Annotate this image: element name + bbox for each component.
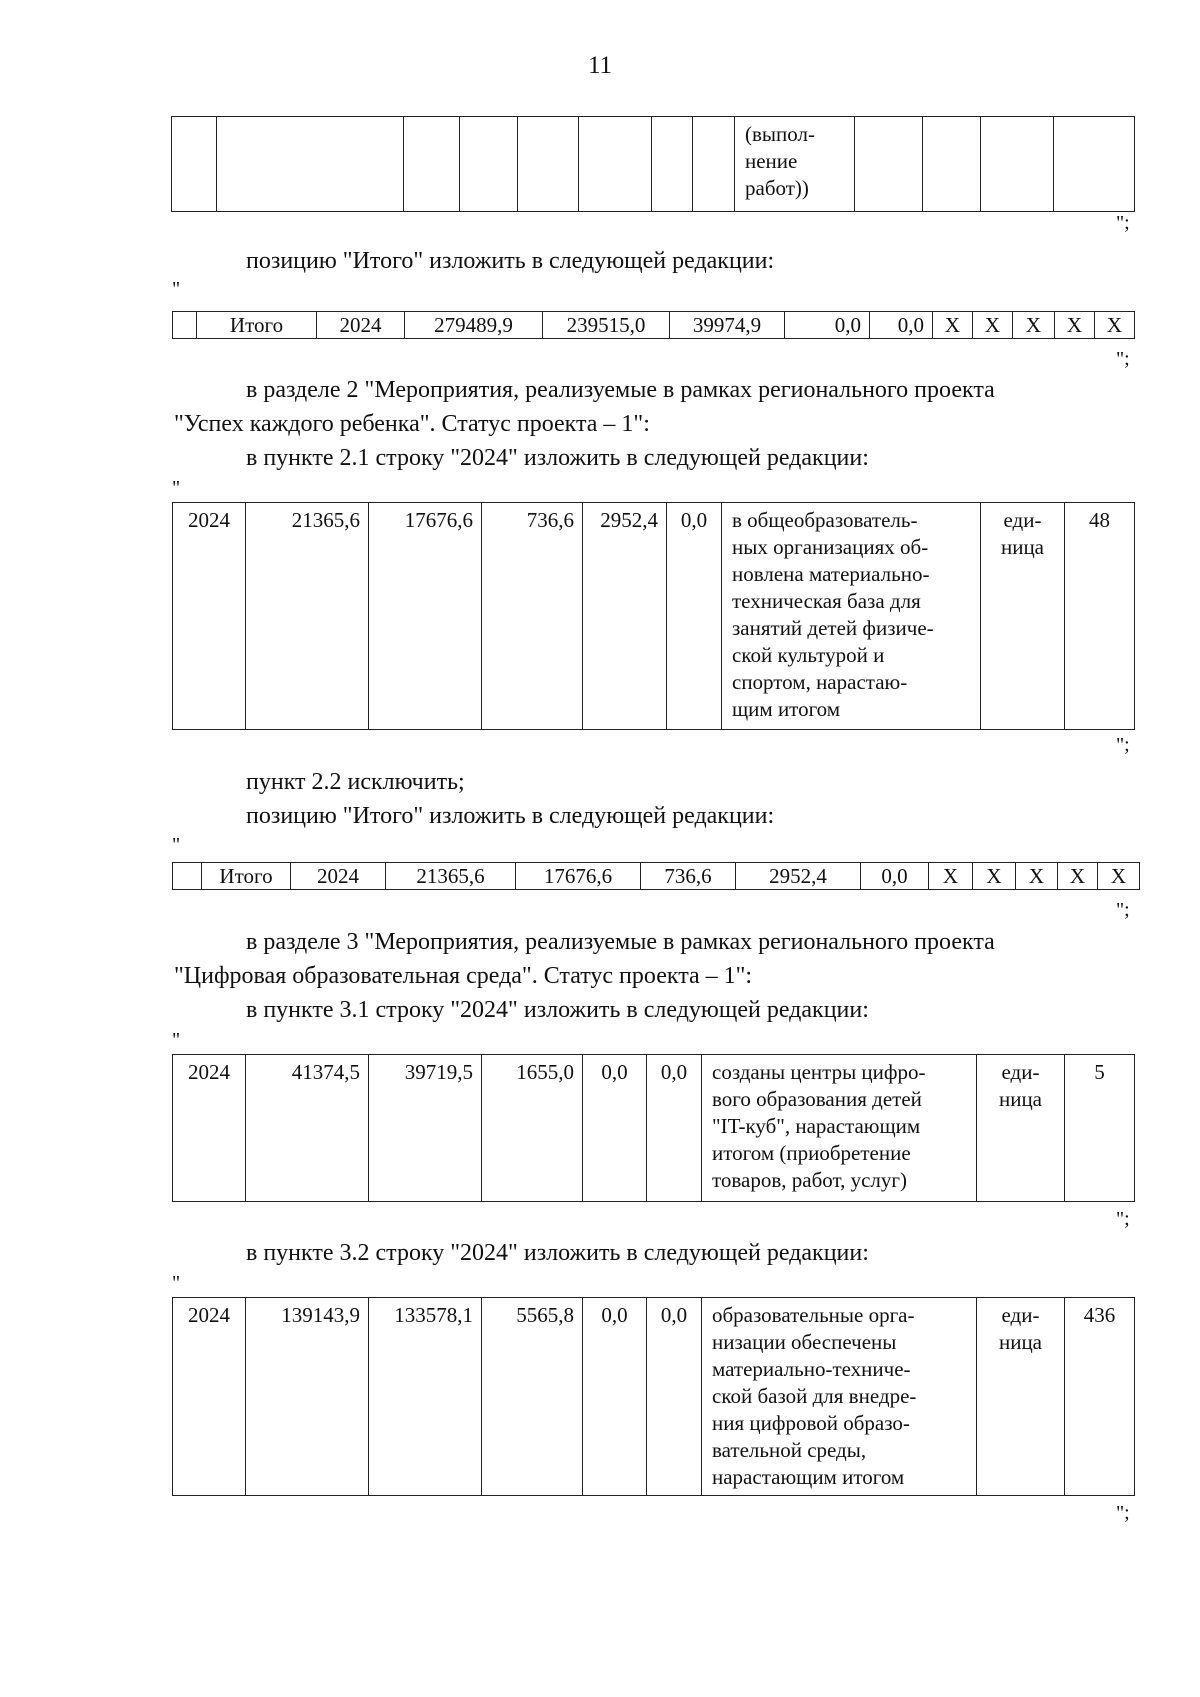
table-cell <box>404 117 460 212</box>
closing-quote: "; <box>1116 899 1130 921</box>
table-cell: X <box>1013 312 1055 339</box>
opening-quote: " <box>172 278 181 300</box>
table-cell: 2952,4 <box>736 863 861 890</box>
table-cell <box>652 117 693 212</box>
table-cell: 0,0 <box>870 312 933 339</box>
opening-quote: " <box>172 1272 181 1294</box>
table-cell: созданы центры цифро- вого образования детей "IT-куб", нарастающим итогом (приобретение товаров, работ, услуг) <box>702 1055 977 1202</box>
paragraph: "Успех каждого ребенка". Статус проекта – 1": <box>174 411 650 437</box>
table-cell: 133578,1 <box>369 1298 482 1496</box>
table-cell: Итого <box>202 863 291 890</box>
table-cell: 2024 <box>173 1055 246 1202</box>
table-cell: 736,6 <box>482 503 583 730</box>
table-cell: еди- ница <box>981 503 1065 730</box>
table-continuation <box>171 116 1135 212</box>
table-cell: 0,0 <box>667 503 722 730</box>
table-cell <box>172 117 217 212</box>
closing-quote: "; <box>1116 212 1130 234</box>
table-cell: 2024 <box>173 503 246 730</box>
table-cell: 239515,0 <box>543 312 670 339</box>
closing-quote: "; <box>1116 1208 1130 1230</box>
table-cell: образовательные орга- низации обеспечены материально-техниче- ской базой для внедре- ния цифровой образо- вательной среды, нарастающим итогом <box>702 1298 977 1496</box>
table-cell: (выпол- нение работ)) <box>735 117 855 212</box>
table-cell: 2024 <box>291 863 386 890</box>
table-cell: 736,6 <box>641 863 736 890</box>
closing-quote: "; <box>1116 734 1130 756</box>
table-cell: X <box>1016 863 1058 890</box>
table-cell: X <box>1098 863 1140 890</box>
table-row-3-1 <box>172 1054 1135 1202</box>
table-cell: X <box>929 863 973 890</box>
table-cell <box>518 117 579 212</box>
table-cell: X <box>1058 863 1098 890</box>
paragraph: в разделе 3 "Мероприятия, реализуемые в рамках регионального проекта <box>246 929 995 955</box>
table-cell: 41374,5 <box>246 1055 369 1202</box>
opening-quote: " <box>172 834 181 856</box>
paragraph: в разделе 2 "Мероприятия, реализуемые в рамках регионального проекта <box>246 377 995 403</box>
table-cell: 0,0 <box>583 1298 647 1496</box>
itogo-table-1 <box>172 311 1135 339</box>
table-cell: Итого <box>197 312 317 339</box>
table-cell: 48 <box>1065 503 1135 730</box>
table-row-2-1 <box>172 502 1135 730</box>
table-cell: X <box>1095 312 1135 339</box>
table-cell: 21365,6 <box>246 503 369 730</box>
table-cell: 2024 <box>173 1298 246 1496</box>
table-cell: 17676,6 <box>369 503 482 730</box>
table-cell: 21365,6 <box>386 863 516 890</box>
paragraph: в пункте 3.2 строку "2024" изложить в следующей редакции: <box>246 1240 869 1266</box>
table-cell: X <box>933 312 973 339</box>
table-cell: еди- ница <box>977 1055 1065 1202</box>
table-cell: 2952,4 <box>583 503 667 730</box>
paragraph: пункт 2.2 исключить; <box>246 769 465 795</box>
table-cell <box>217 117 404 212</box>
table-cell: 5565,8 <box>482 1298 583 1496</box>
paragraph: позицию "Итого" изложить в следующей редакции: <box>246 248 775 274</box>
table-cell: 0,0 <box>647 1055 702 1202</box>
table-cell: 5 <box>1065 1055 1135 1202</box>
table-cell <box>923 117 981 212</box>
table-cell: X <box>973 863 1016 890</box>
opening-quote: " <box>172 477 181 499</box>
paragraph: в пункте 3.1 строку "2024" изложить в следующей редакции: <box>246 997 869 1023</box>
table-cell: 279489,9 <box>405 312 543 339</box>
paragraph: позицию "Итого" изложить в следующей редакции: <box>246 803 775 829</box>
table-cell <box>579 117 652 212</box>
closing-quote: "; <box>1116 348 1130 370</box>
table-cell: 17676,6 <box>516 863 641 890</box>
table-row-3-2 <box>172 1297 1135 1496</box>
table-cell <box>981 117 1054 212</box>
itogo-table-2 <box>172 862 1140 890</box>
table-cell: 0,0 <box>647 1298 702 1496</box>
closing-quote: "; <box>1116 1502 1130 1524</box>
opening-quote: " <box>172 1029 181 1051</box>
table-cell <box>460 117 518 212</box>
table-cell: в общеобразователь- ных организациях об- новлена материально- техническая база для занятий детей физиче- ской культурой и спортом, нарастаю- щим итогом <box>722 503 981 730</box>
table-cell: 1655,0 <box>482 1055 583 1202</box>
page-number: 11 <box>587 52 613 79</box>
table-cell <box>173 312 197 339</box>
paragraph: "Цифровая образовательная среда". Статус проекта – 1": <box>174 963 753 989</box>
table-cell: еди- ница <box>977 1298 1065 1496</box>
table-cell: 39719,5 <box>369 1055 482 1202</box>
table-cell <box>1054 117 1135 212</box>
table-cell <box>693 117 735 212</box>
table-cell <box>173 863 202 890</box>
table-cell: X <box>1055 312 1095 339</box>
table-cell: 139143,9 <box>246 1298 369 1496</box>
table-cell: 2024 <box>317 312 405 339</box>
table-cell: 0,0 <box>785 312 870 339</box>
table-cell: 39974,9 <box>670 312 785 339</box>
table-cell: 0,0 <box>583 1055 647 1202</box>
table-cell <box>855 117 923 212</box>
table-cell: 436 <box>1065 1298 1135 1496</box>
table-cell: 0,0 <box>861 863 929 890</box>
paragraph: в пункте 2.1 строку "2024" изложить в следующей редакции: <box>246 445 869 471</box>
table-cell: X <box>973 312 1013 339</box>
